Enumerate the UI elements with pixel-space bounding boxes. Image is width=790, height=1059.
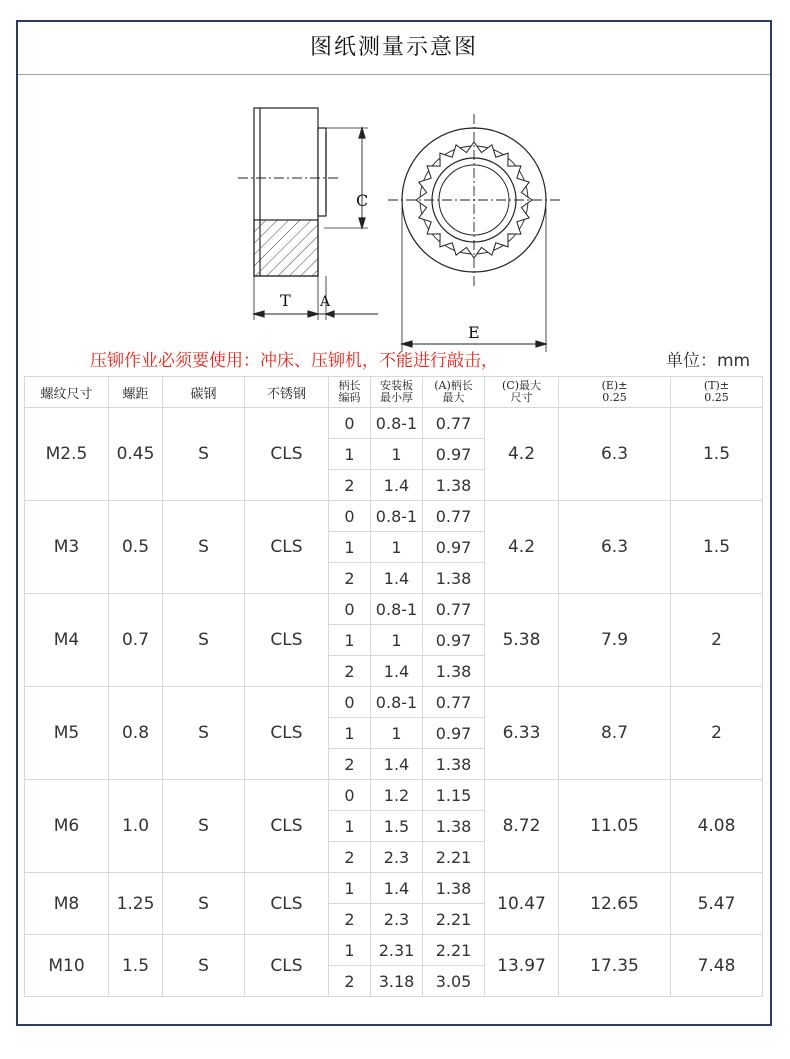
- cell-a-max: 1.38: [423, 656, 485, 687]
- cell-stainless: CLS: [245, 687, 329, 780]
- unit-label: 单位：mm: [666, 351, 751, 371]
- cell-a-max: 2.21: [423, 935, 485, 966]
- cell-pitch: 1.25: [109, 873, 163, 935]
- spec-table: [24, 376, 763, 997]
- cell-shank-code: 2: [329, 656, 371, 687]
- cell-c-max: 6.33: [485, 687, 559, 780]
- cell-shank-code: 1: [329, 439, 371, 470]
- table-header-row: [25, 377, 763, 408]
- cell-t: 1.5: [671, 408, 763, 501]
- header-thread: 螺纹尺寸: [25, 377, 109, 408]
- cell-shank-code: 0: [329, 780, 371, 811]
- cell-shank-code: 2: [329, 563, 371, 594]
- table-row: [25, 408, 763, 439]
- cell-min-thickness: 1: [371, 532, 423, 563]
- cell-min-thickness: 1.4: [371, 656, 423, 687]
- cell-carbon: S: [163, 780, 245, 873]
- cell-e: 6.3: [559, 501, 671, 594]
- cell-carbon: S: [163, 501, 245, 594]
- cell-thread: M3: [25, 501, 109, 594]
- cell-min-thickness: 1: [371, 439, 423, 470]
- cell-min-thickness: 1: [371, 625, 423, 656]
- header-stainless: 不锈钢: [245, 377, 329, 408]
- cell-a-max: 1.15: [423, 780, 485, 811]
- label-e: E: [468, 323, 480, 342]
- cell-t: 2: [671, 594, 763, 687]
- cell-stainless: CLS: [245, 873, 329, 935]
- cell-e: 6.3: [559, 408, 671, 501]
- cell-min-thickness: 1.4: [371, 470, 423, 501]
- header-pitch: 螺距: [109, 377, 163, 408]
- cell-a-max: 1.38: [423, 811, 485, 842]
- header-e: (E)± 0.25: [559, 377, 671, 408]
- cell-a-max: 0.77: [423, 408, 485, 439]
- header-min-thickness: 安装板 最小厚: [371, 377, 423, 408]
- cell-e: 17.35: [559, 935, 671, 997]
- header-c-max: (C)最大 尺寸: [485, 377, 559, 408]
- cell-shank-code: 1: [329, 718, 371, 749]
- warning-text: 压铆作业必须要使用：冲床、压铆机，不能进行敲击，: [90, 351, 498, 371]
- title-divider: [18, 74, 770, 75]
- cell-a-max: 2.21: [423, 904, 485, 935]
- page-title: 图纸测量示意图: [309, 35, 478, 60]
- cell-shank-code: 0: [329, 594, 371, 625]
- cell-a-max: 0.97: [423, 718, 485, 749]
- table-row: [25, 780, 763, 811]
- cell-stainless: CLS: [245, 501, 329, 594]
- cell-min-thickness: 2.3: [371, 904, 423, 935]
- cell-t: 5.47: [671, 873, 763, 935]
- cell-carbon: S: [163, 873, 245, 935]
- cell-a-max: 1.38: [423, 470, 485, 501]
- cell-carbon: S: [163, 935, 245, 997]
- label-c: C: [356, 191, 369, 210]
- header-carbon: 碳钢: [163, 377, 245, 408]
- cell-a-max: 0.77: [423, 501, 485, 532]
- cell-min-thickness: 2.31: [371, 935, 423, 966]
- cell-t: 2: [671, 687, 763, 780]
- cell-stainless: CLS: [245, 935, 329, 997]
- cell-c-max: 10.47: [485, 873, 559, 935]
- cell-pitch: 1.0: [109, 780, 163, 873]
- cell-stainless: CLS: [245, 594, 329, 687]
- table-row: [25, 873, 763, 904]
- figure-frame: [16, 20, 772, 1026]
- cell-pitch: 0.45: [109, 408, 163, 501]
- cell-shank-code: 2: [329, 904, 371, 935]
- cell-t: 7.48: [671, 935, 763, 997]
- table-row: [25, 501, 763, 532]
- cell-a-max: 0.77: [423, 594, 485, 625]
- label-t: T: [280, 291, 291, 310]
- cell-min-thickness: 1.2: [371, 780, 423, 811]
- cell-min-thickness: 1.5: [371, 811, 423, 842]
- cell-c-max: 4.2: [485, 501, 559, 594]
- cell-c-max: 8.72: [485, 780, 559, 873]
- cell-pitch: 0.8: [109, 687, 163, 780]
- cell-c-max: 4.2: [485, 408, 559, 501]
- cell-min-thickness: 0.8-1: [371, 687, 423, 718]
- cell-shank-code: 1: [329, 873, 371, 904]
- nut-drawing: [228, 88, 568, 368]
- cell-carbon: S: [163, 687, 245, 780]
- cell-a-max: 2.21: [423, 842, 485, 873]
- table-row: [25, 687, 763, 718]
- cell-thread: M8: [25, 873, 109, 935]
- cell-thread: M5: [25, 687, 109, 780]
- header-t: (T)± 0.25: [671, 377, 763, 408]
- cell-min-thickness: 1.4: [371, 873, 423, 904]
- table-row: [25, 935, 763, 966]
- cell-min-thickness: 0.8-1: [371, 501, 423, 532]
- cell-carbon: S: [163, 594, 245, 687]
- cell-thread: M10: [25, 935, 109, 997]
- cell-shank-code: 0: [329, 408, 371, 439]
- cell-a-max: 1.38: [423, 873, 485, 904]
- header-shank-code: 柄长 编码: [329, 377, 371, 408]
- cell-shank-code: 1: [329, 532, 371, 563]
- cell-a-max: 0.97: [423, 532, 485, 563]
- table-row: [25, 594, 763, 625]
- cell-stainless: CLS: [245, 780, 329, 873]
- cell-min-thickness: 1: [371, 718, 423, 749]
- cell-shank-code: 1: [329, 935, 371, 966]
- cell-thread: M2.5: [25, 408, 109, 501]
- cell-min-thickness: 2.3: [371, 842, 423, 873]
- cell-e: 12.65: [559, 873, 671, 935]
- cell-shank-code: 2: [329, 470, 371, 501]
- cell-c-max: 5.38: [485, 594, 559, 687]
- cell-min-thickness: 0.8-1: [371, 408, 423, 439]
- cell-e: 11.05: [559, 780, 671, 873]
- cell-c-max: 13.97: [485, 935, 559, 997]
- cell-pitch: 1.5: [109, 935, 163, 997]
- front-view: [388, 114, 562, 352]
- cell-e: 8.7: [559, 687, 671, 780]
- cell-thread: M6: [25, 780, 109, 873]
- cell-t: 1.5: [671, 501, 763, 594]
- cell-shank-code: 0: [329, 501, 371, 532]
- cell-e: 7.9: [559, 594, 671, 687]
- cell-min-thickness: 1.4: [371, 749, 423, 780]
- cell-a-max: 1.38: [423, 749, 485, 780]
- cell-a-max: 3.05: [423, 966, 485, 997]
- side-view: [238, 108, 378, 320]
- cell-min-thickness: 1.4: [371, 563, 423, 594]
- cell-t: 4.08: [671, 780, 763, 873]
- cell-shank-code: 1: [329, 811, 371, 842]
- cell-shank-code: 2: [329, 842, 371, 873]
- cell-carbon: S: [163, 408, 245, 501]
- cell-thread: M4: [25, 594, 109, 687]
- cell-shank-code: 2: [329, 966, 371, 997]
- cell-pitch: 0.7: [109, 594, 163, 687]
- table-body: [25, 408, 763, 997]
- cell-shank-code: 0: [329, 687, 371, 718]
- cell-min-thickness: 0.8-1: [371, 594, 423, 625]
- cell-a-max: 0.97: [423, 625, 485, 656]
- cell-a-max: 0.97: [423, 439, 485, 470]
- cell-shank-code: 2: [329, 749, 371, 780]
- cell-shank-code: 1: [329, 625, 371, 656]
- cell-stainless: CLS: [245, 408, 329, 501]
- cell-min-thickness: 3.18: [371, 966, 423, 997]
- cell-a-max: 1.38: [423, 563, 485, 594]
- cell-pitch: 0.5: [109, 501, 163, 594]
- header-a-max: (A)柄长 最大: [423, 377, 485, 408]
- cell-a-max: 0.77: [423, 687, 485, 718]
- label-a: A: [320, 294, 331, 310]
